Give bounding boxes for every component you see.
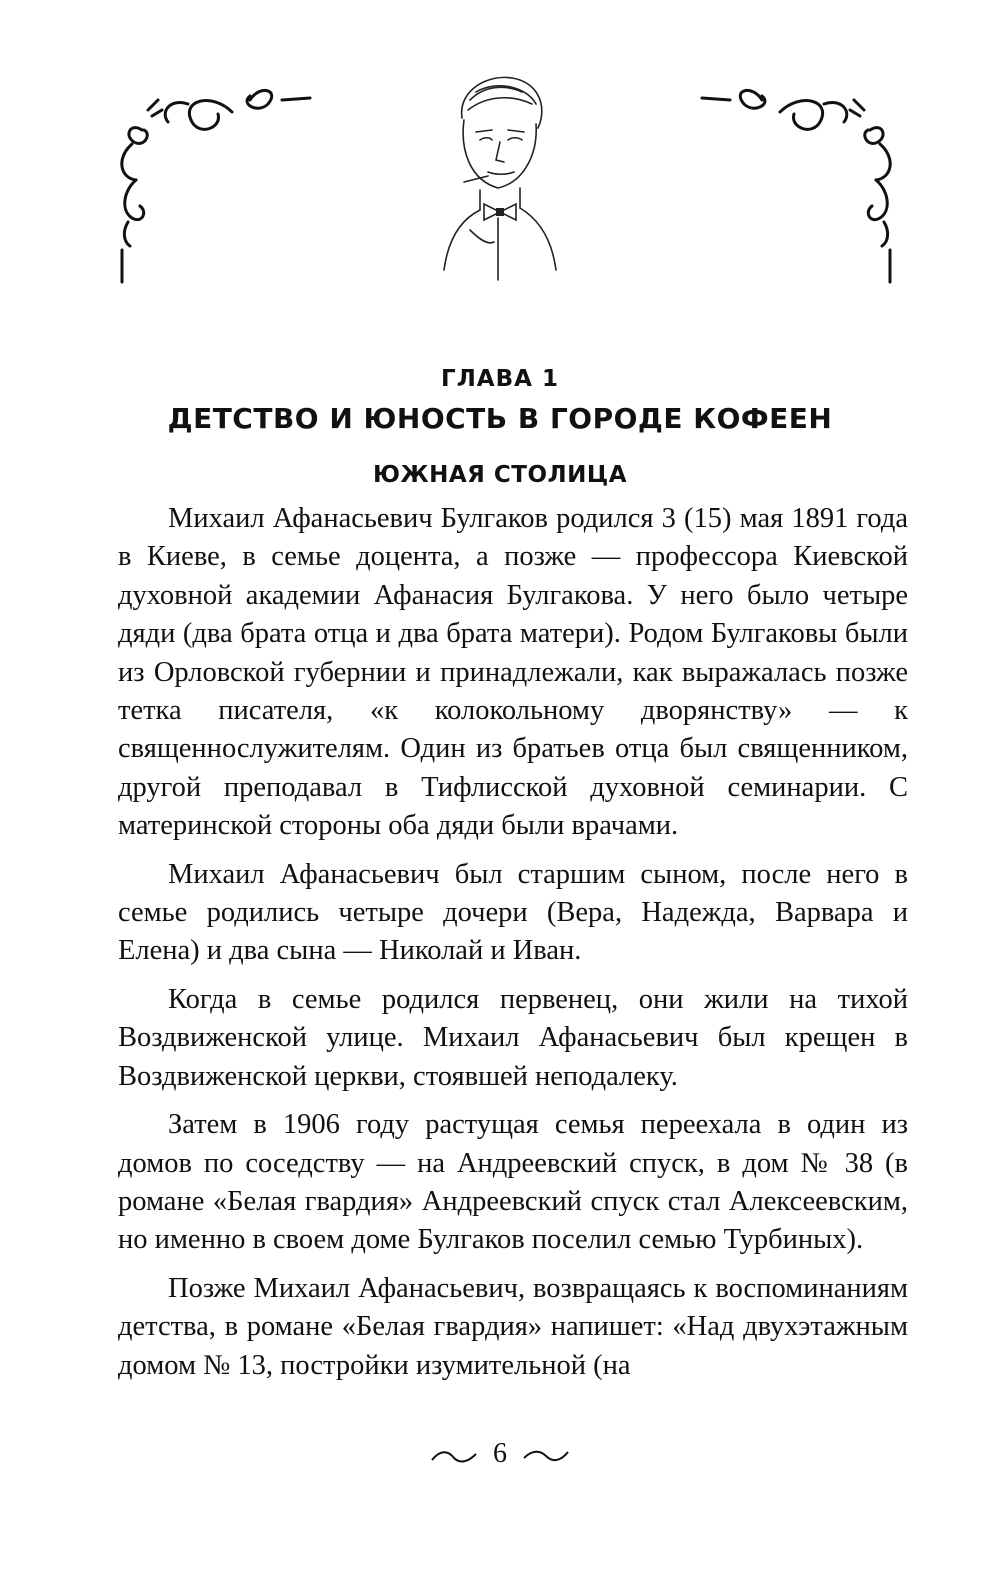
paragraph: Михаил Афанасьевич Булгаков родился 3 (15) мая 1891 года в Киеве, в семье доцента, а позже — профессора Киевской духовной академии Афанасия Булгакова. У него было четыре дяди (два брата отца и два брата матери). Родом Булгаковы были из Орловской губернии и принадлежали, как выражалась позже тетка писателя, «к колокольному дворянству» — к священнослужителям. Один из братьев отца был священником, другой преподавал в Тифлисской духовной семинарии. С материнской стороны оба дяди были врачами. xyxy=(118,503,908,842)
footer-flourish-right-icon xyxy=(520,1446,570,1466)
paragraph: Когда в семье родился первенец, они жили на тихой Воздвиженской улице. Михаил Афанасьевич был крещен в Воздвиженской церкви, стоявшей неподалеку. xyxy=(118,983,908,1092)
body-text xyxy=(118,500,908,1395)
footer-flourish-left-icon xyxy=(430,1446,480,1466)
paragraph: Затем в 1906 году растущая семья переехала в один из домов по соседству — на Андреевский спуск, в дом № 38 (в романе «Белая гвардия» Андреевский спуск стал Алексеевским, но именно в своем доме Булгаков поселил семью Турбиных). xyxy=(118,1109,908,1256)
portrait-illustration xyxy=(440,70,560,290)
paragraph: Михаил Афанасьевич был старшим сыном, после него в семье родились четыре дочери (Вера, Надежда, Варвара и Елена) и два сына — Николай и Иван. xyxy=(118,858,908,967)
chapter-title: ДЕТСТВО И ЮНОСТЬ В ГОРОДЕ КОФЕЕН xyxy=(167,402,833,435)
page-footer xyxy=(0,1438,1000,1470)
corner-ornament-left xyxy=(100,70,330,290)
paragraph: Позже Михаил Афанасьевич, возвращаясь к воспоминаниям детства, в романе «Белая гвардия» напишет: «Над двухэтажным домом № 13, постройки изумительной (на xyxy=(118,1272,908,1381)
corner-ornament-right xyxy=(682,70,912,290)
chapter-label: ГЛАВА 1 xyxy=(441,366,559,392)
page-number: 6 xyxy=(493,1438,507,1469)
section-title: ЮЖНАЯ СТОЛИЦА xyxy=(372,462,628,488)
